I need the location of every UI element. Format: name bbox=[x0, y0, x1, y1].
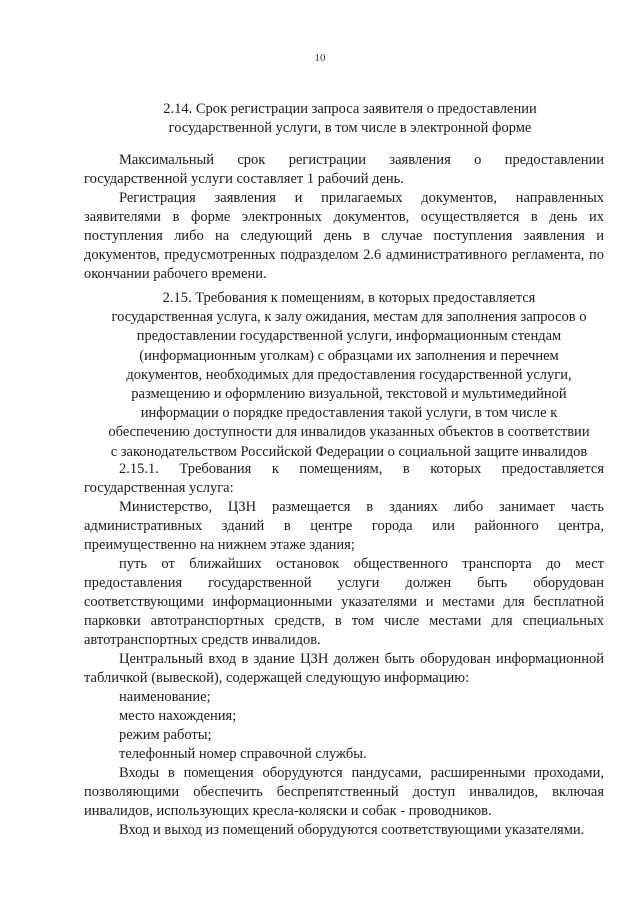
section-2-14-body bbox=[84, 151, 604, 284]
ministry-location-paragraph: Министерство, ЦЗН размещается в зданиях либо занимает часть административных зданий в центре города или районного центра, преимущественно на нижнем этаже здания; bbox=[84, 499, 604, 553]
section-2-14-title-line2: государственной услуги, в том числе в электронной форме bbox=[168, 120, 532, 136]
electronic-registration-paragraph: Регистрация заявления и прилагаемых документов, направленных заявителями в форме электронных документов, осуществляется в день их поступления либо на следующий день в случае поступления заявления и документов, предусмотренных подразделом 2.6 административного регламента, по окончании рабочего времени. bbox=[84, 190, 604, 282]
transport-path-paragraph: путь от ближайших остановок общественного транспорта до мест предоставления государственной услуги должен быть оборудован соответствующими информационными указателями и местами для бесплатной парковки автотранспортных средств, в том числе местами для специальных автотранспортных средств инвалидов. bbox=[84, 556, 604, 648]
section-2-14-title bbox=[90, 100, 610, 138]
ramps-paragraph: Входы в помещения оборудуются пандусами, расширенными проходами, позволяющими обеспечить беспрепятственный доступ инвалидов, включая инвалидов, использующих кресла-коляски и собак - проводников. bbox=[84, 765, 604, 819]
section-2-14-title-line1: 2.14. Срок регистрации запроса заявителя о предоставлении bbox=[163, 101, 537, 117]
sign-item-location: место нахождения; bbox=[119, 708, 237, 724]
entry-exit-paragraph: Вход и выход из помещений оборудуются соответствующими указателями. bbox=[119, 822, 585, 838]
registration-term-paragraph: Максимальный срок регистрации заявления о предоставлении государственной услуги составляет 1 рабочий день. bbox=[84, 152, 604, 187]
section-2-15-title bbox=[84, 289, 614, 462]
section-2-15-title-line: размещению и оформлению визуальной, текстовой и мультимедийной bbox=[131, 386, 567, 403]
section-2-15-title-line: информации о порядке предоставления такой услуги, в том числе к bbox=[140, 405, 558, 422]
section-2-15-title-line: с законодательством Российской Федерации о социальной защите инвалидов bbox=[110, 443, 588, 460]
sign-item-hours: режим работы; bbox=[119, 727, 212, 743]
sign-item-name: наименование; bbox=[119, 689, 211, 705]
entrance-sign-paragraph: Центральный вход в здание ЦЗН должен быть оборудован информационной табличкой (вывеской), содержащей следующую информацию: bbox=[84, 651, 604, 686]
sign-item-phone: телефонный номер справочной службы. bbox=[119, 746, 367, 762]
section-2-15-title-line: документов, необходимых для предоставления государственной услуги, bbox=[126, 366, 572, 383]
section-2-15-title-line: 2.15. Требования к помещениям, в которых предоставляется bbox=[162, 290, 536, 306]
section-2-15-title-line: (информационным уголкам) с образцами их заполнения и перечнем bbox=[139, 347, 559, 364]
section-2-15-title-line: предоставлении государственной услуги, информационным стендам bbox=[136, 328, 562, 345]
section-2-15-title-line: обеспечению доступности для инвалидов указанных объектов в соответствии bbox=[108, 424, 590, 441]
section-2-15-title-line: государственная услуга, к залу ожидания, местам для заполнения запросов о bbox=[111, 309, 587, 326]
section-2-15-body bbox=[84, 460, 604, 840]
premises-requirements-paragraph: 2.15.1. Требования к помещениям, в которых предоставляется государственная услуга: bbox=[84, 461, 604, 496]
page-number: 10 bbox=[314, 52, 326, 64]
